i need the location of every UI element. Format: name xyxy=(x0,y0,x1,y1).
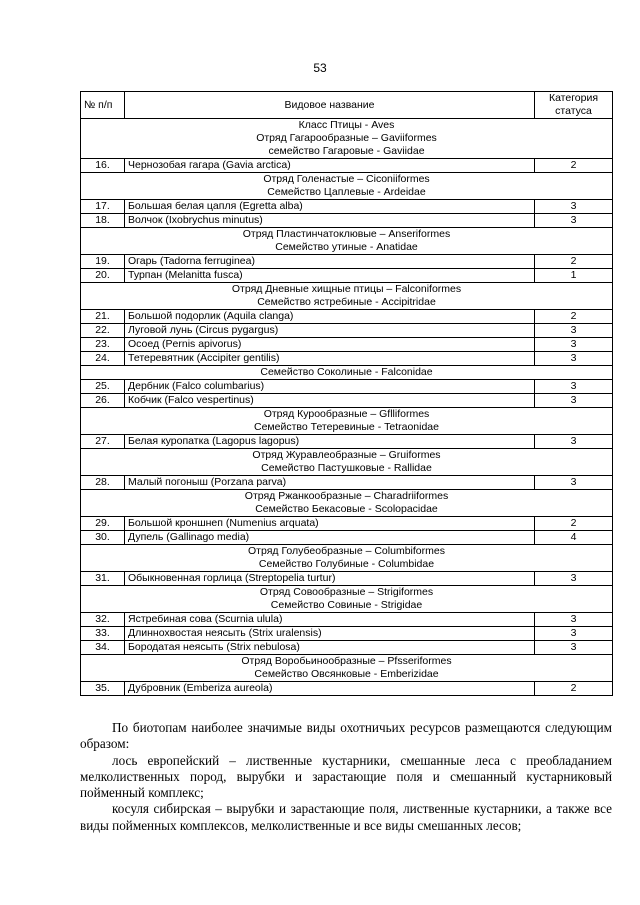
taxon-group-cell xyxy=(81,283,613,310)
species-row xyxy=(81,324,613,338)
status-category: 3 xyxy=(535,214,613,228)
status-category: 2 xyxy=(535,682,613,696)
taxon-group-line: Семейство Пастушковые - Rallidae xyxy=(261,462,432,474)
species-row xyxy=(81,380,613,394)
species-row xyxy=(81,159,613,173)
taxon-group-row xyxy=(81,228,613,255)
species-status-table xyxy=(80,91,613,696)
species-row xyxy=(81,255,613,269)
species-row xyxy=(81,214,613,228)
species-name: Дубровник (Emberiza aureola) xyxy=(125,682,535,696)
species-name: Большая белая цапля (Egretta alba) xyxy=(125,200,535,214)
taxon-group-row xyxy=(81,449,613,476)
species-number: 18. xyxy=(81,214,125,228)
taxon-group-row xyxy=(81,283,613,310)
taxon-group-line: Отряд Гагарообразные – Gaviiformes xyxy=(256,132,437,144)
species-row xyxy=(81,338,613,352)
species-number: 16. xyxy=(81,159,125,173)
species-row xyxy=(81,682,613,696)
header-status-category: Категория статуса xyxy=(535,92,613,119)
species-number: 19. xyxy=(81,255,125,269)
taxon-group-line: Отряд Воробьинообразные – Pfsseriformes xyxy=(241,655,452,667)
species-name: Кобчик (Falco vespertinus) xyxy=(125,394,535,408)
taxon-group-line: Семейство Тетеревиные - Tetraonidae xyxy=(254,421,439,433)
taxon-group-cell xyxy=(81,490,613,517)
taxon-group-line: Отряд Журавлеобразные – Gruiformes xyxy=(252,449,441,461)
species-number: 26. xyxy=(81,394,125,408)
species-row xyxy=(81,476,613,490)
species-row xyxy=(81,517,613,531)
species-name: Волчок (Ixobrychus minutus) xyxy=(125,214,535,228)
species-number: 22. xyxy=(81,324,125,338)
taxon-group-row xyxy=(81,586,613,613)
taxon-group-line: Класс Птицы - Aves xyxy=(298,119,395,131)
status-category: 3 xyxy=(535,380,613,394)
species-name: Обыкновенная горлица (Streptopelia turtur) xyxy=(125,572,535,586)
taxon-group-cell xyxy=(81,655,613,682)
species-name: Чернозобая гагара (Gavia arctica) xyxy=(125,159,535,173)
taxon-group-row xyxy=(81,655,613,682)
species-number: 25. xyxy=(81,380,125,394)
species-number: 30. xyxy=(81,531,125,545)
species-row xyxy=(81,435,613,449)
taxon-group-row xyxy=(81,490,613,517)
taxon-group-row xyxy=(81,119,613,159)
species-number: 21. xyxy=(81,310,125,324)
species-row xyxy=(81,641,613,655)
taxon-group-line: Семейство утиные - Anatidae xyxy=(275,241,418,253)
table-body xyxy=(81,119,613,696)
species-number: 17. xyxy=(81,200,125,214)
status-category: 2 xyxy=(535,310,613,324)
species-row xyxy=(81,352,613,366)
species-name: Осоед (Pernis apivorus) xyxy=(125,338,535,352)
species-number: 29. xyxy=(81,517,125,531)
taxon-group-line: Семейство Овсянковые - Emberizidae xyxy=(254,668,439,680)
species-number: 20. xyxy=(81,269,125,283)
species-name: Малый погоныш (Porzana parva) xyxy=(125,476,535,490)
species-number: 31. xyxy=(81,572,125,586)
taxon-group-cell xyxy=(81,228,613,255)
species-name: Огарь (Tadorna ferruginea) xyxy=(125,255,535,269)
taxon-group-line: Семейство Совиные - Strigidae xyxy=(270,599,423,611)
species-number: 34. xyxy=(81,641,125,655)
species-name: Тетеревятник (Accipiter gentilis) xyxy=(125,352,535,366)
taxon-group-line: Семейство Голубиные - Columbidae xyxy=(258,558,435,570)
body-text xyxy=(80,720,612,834)
taxon-group-line: Отряд Голубеобразные – Columbiformes xyxy=(248,545,445,557)
header-number: № п/п xyxy=(81,92,125,119)
status-category: 2 xyxy=(535,255,613,269)
taxon-group-cell xyxy=(81,366,613,380)
species-row xyxy=(81,531,613,545)
taxon-group-cell xyxy=(81,173,613,200)
taxon-group-cell xyxy=(81,449,613,476)
taxon-group-cell xyxy=(81,586,613,613)
header-species-name: Видовое название xyxy=(125,92,535,119)
taxon-group-line: Отряд Ржанкообразные – Charadriiformes xyxy=(244,490,449,502)
species-number: 32. xyxy=(81,613,125,627)
taxon-group-line: Отряд Голенастые – Ciconiiformes xyxy=(263,173,430,185)
species-number: 24. xyxy=(81,352,125,366)
species-number: 33. xyxy=(81,627,125,641)
status-category: 3 xyxy=(535,352,613,366)
body-paragraph: По биотопам наиболее значимые виды охотничьих ресурсов размещаются следующим образом: xyxy=(80,720,612,752)
taxon-group-row xyxy=(81,545,613,572)
species-row xyxy=(81,200,613,214)
species-name: Бородатая неясыть (Strix nebulosa) xyxy=(125,641,535,655)
taxon-group-cell xyxy=(81,545,613,572)
species-name: Луговой лунь (Circus pygargus) xyxy=(125,324,535,338)
taxon-group-row xyxy=(81,366,613,380)
body-paragraph: косуля сибирская – вырубки и зарастающие поля, лиственные кустарники, а также все виды пойменных комплексов, мелколиственные и все виды смешанных лесов; xyxy=(80,801,612,833)
taxon-group-line: Семейство Соколиные - Falconidae xyxy=(260,366,433,378)
status-category: 2 xyxy=(535,159,613,173)
species-row xyxy=(81,269,613,283)
species-row xyxy=(81,627,613,641)
status-category: 3 xyxy=(535,338,613,352)
status-category: 2 xyxy=(535,517,613,531)
body-paragraph: лось европейский – лиственные кустарники, смешанные леса с преобладанием мелколиственных пород, вырубки и зарастающие поля и смешанный кустарниковый пойменный комплекс; xyxy=(80,752,612,801)
status-category: 3 xyxy=(535,572,613,586)
species-number: 28. xyxy=(81,476,125,490)
species-row xyxy=(81,613,613,627)
table-header-row xyxy=(81,92,613,119)
taxon-group-line: Отряд Дневные хищные птицы – Falconiformes xyxy=(231,283,462,295)
status-category: 4 xyxy=(535,531,613,545)
taxon-group-line: Семейство ястребиные - Accipitridae xyxy=(257,296,436,308)
status-category: 3 xyxy=(535,435,613,449)
status-category: 3 xyxy=(535,641,613,655)
species-row xyxy=(81,572,613,586)
species-name: Турпан (Melanitta fusca) xyxy=(125,269,535,283)
species-name: Большой кроншнеп (Numenius arquata) xyxy=(125,517,535,531)
page-number: 53 xyxy=(313,61,327,75)
status-category: 1 xyxy=(535,269,613,283)
species-name: Большой подорлик (Aquila clanga) xyxy=(125,310,535,324)
taxon-group-line: Отряд Совообразные – Strigiformes xyxy=(259,586,434,598)
taxon-group-cell xyxy=(81,119,613,159)
taxon-group-line: Семейство Бекасовые - Scolopacidae xyxy=(255,503,438,515)
taxon-group-line: Семейство Цаплевые - Ardeidae xyxy=(267,186,426,198)
status-category: 3 xyxy=(535,613,613,627)
taxon-group-row xyxy=(81,408,613,435)
species-number: 35. xyxy=(81,682,125,696)
species-name: Ястребиная сова (Scurnia ulula) xyxy=(125,613,535,627)
status-category: 3 xyxy=(535,324,613,338)
species-number: 27. xyxy=(81,435,125,449)
taxon-group-cell xyxy=(81,408,613,435)
status-category: 3 xyxy=(535,627,613,641)
status-category: 3 xyxy=(535,394,613,408)
taxon-group-line: Отряд Пластинчатоклювые – Anseriformes xyxy=(242,228,451,240)
status-category: 3 xyxy=(535,200,613,214)
species-row xyxy=(81,310,613,324)
species-row xyxy=(81,394,613,408)
species-name: Белая куропатка (Lagopus lagopus) xyxy=(125,435,535,449)
species-name: Дербник (Falco columbarius) xyxy=(125,380,535,394)
species-name: Дупель (Gallinago media) xyxy=(125,531,535,545)
status-category: 3 xyxy=(535,476,613,490)
taxon-group-row xyxy=(81,173,613,200)
taxon-group-line: семейство Гагаровые - Gaviidae xyxy=(268,145,425,157)
taxon-group-line: Отряд Курообразные – Gflliformes xyxy=(263,408,430,420)
species-number: 23. xyxy=(81,338,125,352)
species-name: Длиннохвостая неясыть (Strix uralensis) xyxy=(125,627,535,641)
